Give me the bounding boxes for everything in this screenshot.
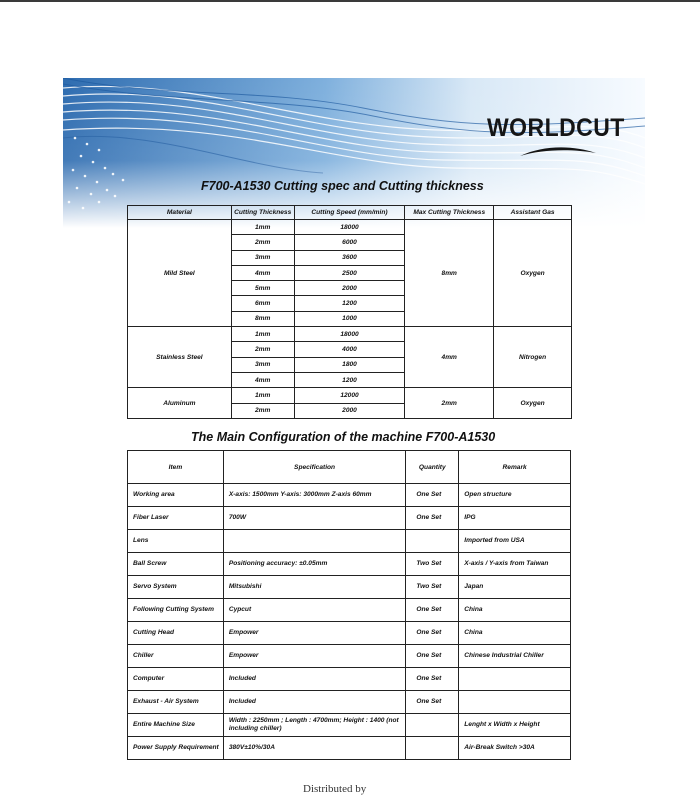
config-title: The Main Configuration of the machine F700-A1530 <box>191 430 496 444</box>
spec-cell <box>223 530 406 553</box>
remark-cell <box>459 668 571 691</box>
table-row <box>128 388 572 403</box>
gas-cell: Nitrogen <box>494 327 572 388</box>
material-cell: Stainless Steel <box>128 327 232 388</box>
brand-logo-text: WORLDCUT <box>487 114 625 142</box>
table-row <box>128 484 571 507</box>
speed-cell: 3600 <box>294 250 405 265</box>
speed-cell: 12000 <box>294 388 405 403</box>
haraj-watermark-logo <box>560 748 690 788</box>
quantity-cell <box>406 714 459 737</box>
spec-cell: Mitsubishi <box>223 576 406 599</box>
thickness-cell: 8mm <box>231 311 294 326</box>
quantity-cell: One Set <box>406 507 459 530</box>
header-quantity: Quantity <box>406 451 459 484</box>
remark-cell: Open structure <box>459 484 571 507</box>
item-cell: Fiber Laser <box>128 507 224 530</box>
quantity-cell: One Set <box>406 484 459 507</box>
max-thickness-cell: 2mm <box>405 388 494 419</box>
quantity-cell: One Set <box>406 622 459 645</box>
table-row <box>128 553 571 576</box>
table-row <box>128 645 571 668</box>
spec-cell: Empower <box>223 622 406 645</box>
remark-cell: Chinese Industrial Chiller <box>459 645 571 668</box>
quantity-cell: Two Set <box>406 576 459 599</box>
table-row <box>128 576 571 599</box>
remark-cell: IPG <box>459 507 571 530</box>
header-material: Material <box>128 206 232 220</box>
table-row <box>128 668 571 691</box>
quantity-cell: One Set <box>406 668 459 691</box>
quantity-cell: One Set <box>406 645 459 668</box>
spec-cell: Positioning accuracy: ±0.05mm <box>223 553 406 576</box>
speed-cell: 2000 <box>294 403 405 418</box>
cutting-spec-table <box>127 205 572 419</box>
max-thickness-cell: 8mm <box>405 220 494 327</box>
thickness-cell: 2mm <box>231 235 294 250</box>
table-row <box>128 220 572 235</box>
speed-cell: 4000 <box>294 342 405 357</box>
thickness-cell: 3mm <box>231 357 294 372</box>
spec-cell: 380V±10%/30A <box>223 737 406 760</box>
table-row <box>128 691 571 714</box>
speed-cell: 1200 <box>294 372 405 387</box>
thickness-cell: 3mm <box>231 250 294 265</box>
item-cell: Following Cutting System <box>128 599 224 622</box>
table-row <box>128 599 571 622</box>
quantity-cell: One Set <box>406 599 459 622</box>
spec-header-row <box>128 206 572 220</box>
remark-cell <box>459 691 571 714</box>
document-page <box>63 78 645 795</box>
gas-cell: Oxygen <box>494 388 572 419</box>
quantity-cell <box>406 737 459 760</box>
remark-cell: X-axis / Y-axis from Taiwan <box>459 553 571 576</box>
spec-cell: Width : 2250mm ; Length : 4700mm; Height : 1400 (not including chiller) <box>223 714 406 737</box>
distributed-by-text: Distributed by <box>303 783 367 795</box>
table-row <box>128 327 572 342</box>
material-cell: Aluminum <box>128 388 232 419</box>
thickness-cell: 4mm <box>231 372 294 387</box>
table-row <box>128 714 571 737</box>
header-assistant-gas: Assistant Gas <box>494 206 572 220</box>
speed-cell: 18000 <box>294 327 405 342</box>
speed-cell: 1200 <box>294 296 405 311</box>
item-cell: Servo System <box>128 576 224 599</box>
spec-cell: Included <box>223 668 406 691</box>
thickness-cell: 4mm <box>231 265 294 280</box>
item-cell: Ball Screw <box>128 553 224 576</box>
header-cutting-speed: Cutting Speed (mm/min) <box>294 206 405 220</box>
remark-cell: Air-Break Switch >30A <box>459 737 571 760</box>
remark-cell: Imported from USA <box>459 530 571 553</box>
speed-cell: 2500 <box>294 265 405 280</box>
thickness-cell: 6mm <box>231 296 294 311</box>
item-cell: Entire Machine Size <box>128 714 224 737</box>
quantity-cell: Two Set <box>406 553 459 576</box>
speed-cell: 2000 <box>294 281 405 296</box>
header-cutting-thickness: Cutting Thickness <box>231 206 294 220</box>
item-cell: Computer <box>128 668 224 691</box>
spec-cell: Empower <box>223 645 406 668</box>
speed-cell: 1800 <box>294 357 405 372</box>
spec-title: F700-A1530 Cutting spec and Cutting thickness <box>201 179 484 193</box>
spec-cell: 700W <box>223 507 406 530</box>
table-row <box>128 622 571 645</box>
remark-cell: China <box>459 622 571 645</box>
thickness-cell: 5mm <box>231 281 294 296</box>
item-cell: Chiller <box>128 645 224 668</box>
quantity-cell <box>406 530 459 553</box>
logo-swoosh-icon <box>518 145 598 159</box>
thickness-cell: 2mm <box>231 342 294 357</box>
remark-cell: Lenght x Width x Height <box>459 714 571 737</box>
speed-cell: 6000 <box>294 235 405 250</box>
item-cell: Lens <box>128 530 224 553</box>
thickness-cell: 1mm <box>231 220 294 235</box>
thickness-cell: 1mm <box>231 327 294 342</box>
header-max-thickness: Max Cutting Thickness <box>405 206 494 220</box>
header-item: Item <box>128 451 224 484</box>
config-body <box>128 484 571 760</box>
item-cell: Working area <box>128 484 224 507</box>
top-border <box>0 0 700 2</box>
spec-cell: Included <box>223 691 406 714</box>
item-cell: Exhaust - Air System <box>128 691 224 714</box>
spec-cell: Cypcut <box>223 599 406 622</box>
thickness-cell: 1mm <box>231 388 294 403</box>
max-thickness-cell: 4mm <box>405 327 494 388</box>
header-remark: Remark <box>459 451 571 484</box>
material-cell: Mild Steel <box>128 220 232 327</box>
remark-cell: China <box>459 599 571 622</box>
thickness-cell: 2mm <box>231 403 294 418</box>
speed-cell: 1000 <box>294 311 405 326</box>
gas-cell: Oxygen <box>494 220 572 327</box>
table-row <box>128 737 571 760</box>
header-specification: Specification <box>223 451 406 484</box>
spec-cell: X-axis: 1500mm Y-axis: 3000mm Z-axis 60mm <box>223 484 406 507</box>
table-row <box>128 530 571 553</box>
item-cell: Cutting Head <box>128 622 224 645</box>
configuration-table <box>127 450 571 760</box>
item-cell: Power Supply Requirement <box>128 737 224 760</box>
quantity-cell: One Set <box>406 691 459 714</box>
table-row <box>128 507 571 530</box>
config-header-row <box>128 451 571 484</box>
remark-cell: Japan <box>459 576 571 599</box>
speed-cell: 18000 <box>294 220 405 235</box>
